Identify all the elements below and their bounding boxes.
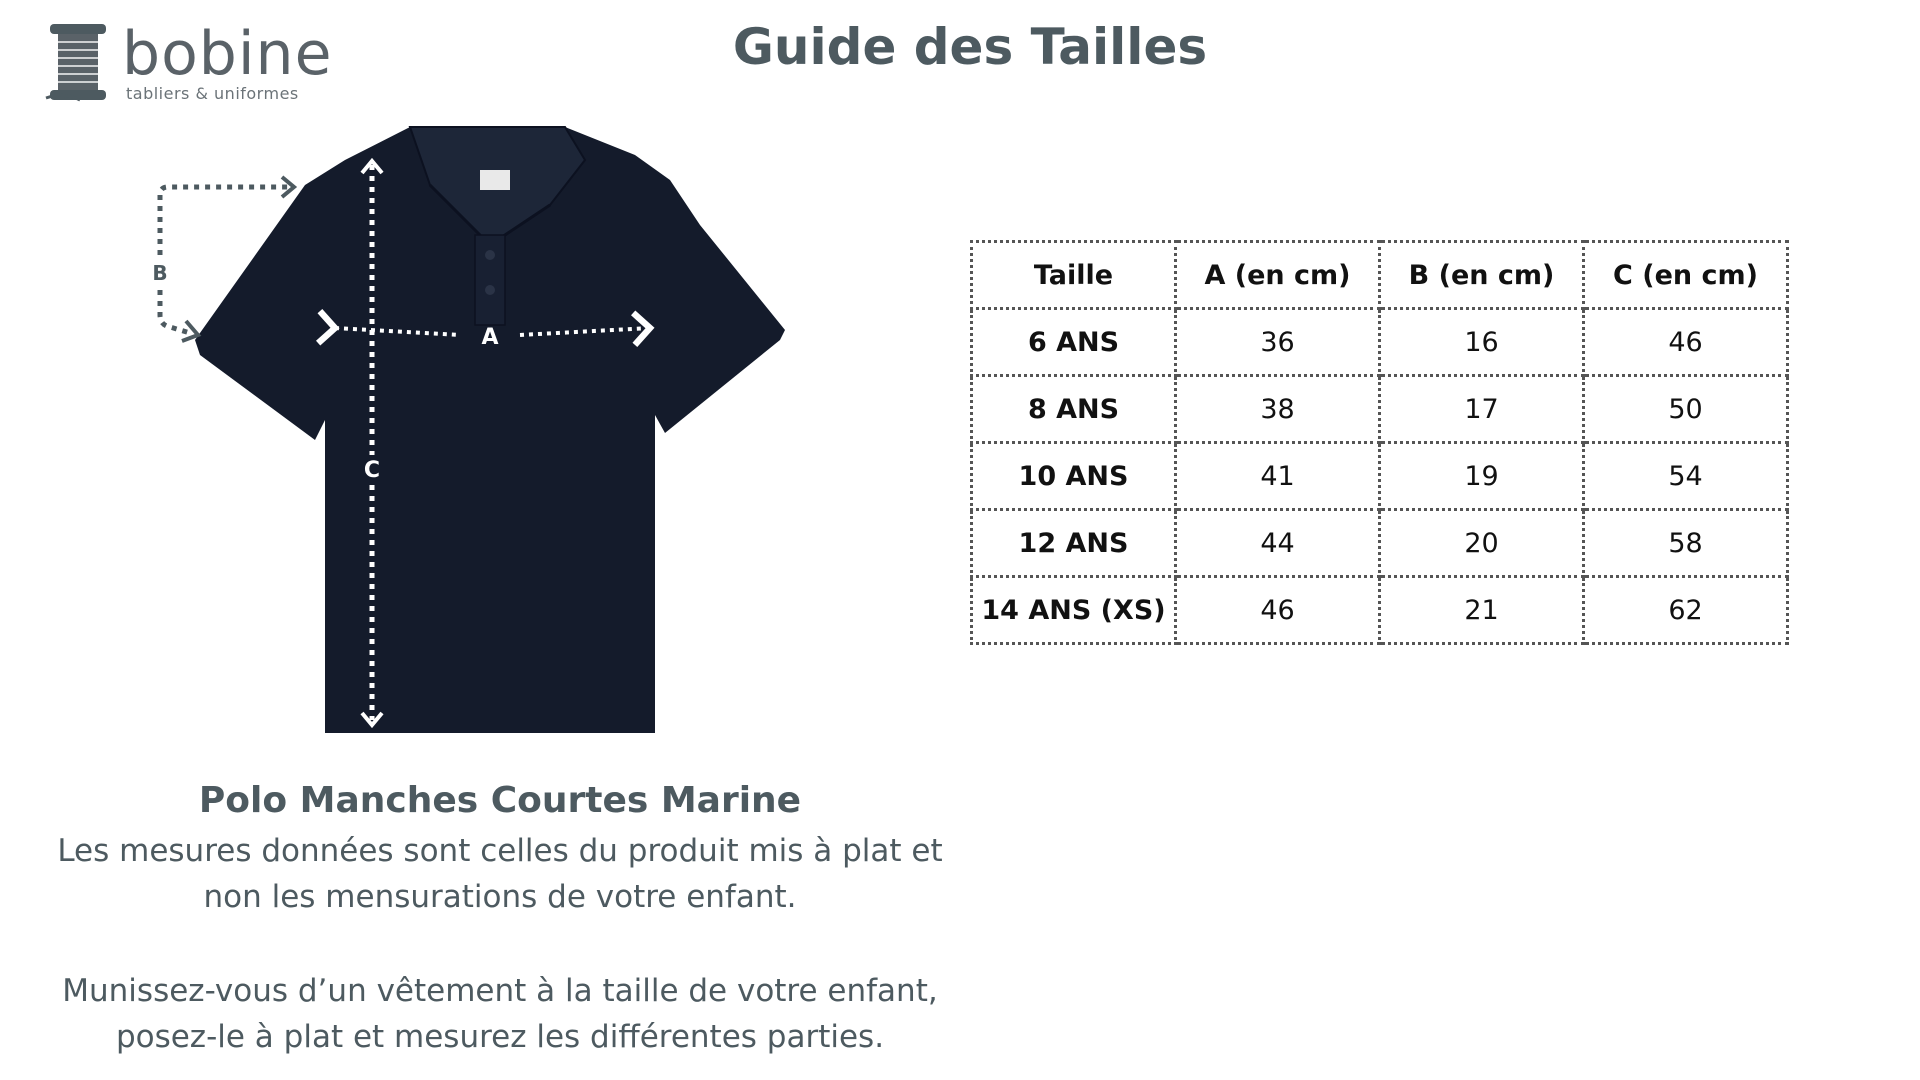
brand-tagline: tabliers & uniformes xyxy=(126,84,299,103)
table-row xyxy=(972,376,1788,443)
cell-size: 12 ANS xyxy=(972,510,1176,577)
note-line: posez-le à plat et mesurez les différentes parties. xyxy=(115,1019,885,1055)
measurement-note xyxy=(0,828,1000,920)
cell-c: 54 xyxy=(1584,443,1788,510)
cell-b: 16 xyxy=(1380,309,1584,376)
polo-size-diagram xyxy=(130,115,810,755)
size-table xyxy=(970,240,1789,645)
cell-a: 46 xyxy=(1176,577,1380,644)
header-size: Taille xyxy=(972,242,1176,309)
header-a: A (en cm) xyxy=(1176,242,1380,309)
measure-label-c: C xyxy=(363,458,381,483)
brand-name: bobine xyxy=(122,19,333,89)
measure-label-a: A xyxy=(481,325,499,350)
header-b: B (en cm) xyxy=(1380,242,1584,309)
cell-b: 21 xyxy=(1380,577,1584,644)
table-header-row xyxy=(972,242,1788,309)
table-row xyxy=(972,510,1788,577)
cell-c: 46 xyxy=(1584,309,1788,376)
note-line: Les mesures données sont celles du produit mis à plat et xyxy=(57,833,943,869)
cell-size: 6 ANS xyxy=(972,309,1176,376)
cell-a: 41 xyxy=(1176,443,1380,510)
measuring-instructions xyxy=(0,968,1000,1060)
cell-b: 20 xyxy=(1380,510,1584,577)
product-name: Polo Manches Courtes Marine xyxy=(198,780,802,821)
cell-b: 17 xyxy=(1380,376,1584,443)
cell-size: 14 ANS (XS) xyxy=(972,577,1176,644)
cell-c: 58 xyxy=(1584,510,1788,577)
note-line: non les mensurations de votre enfant. xyxy=(203,879,797,915)
table-row xyxy=(972,577,1788,644)
cell-a: 44 xyxy=(1176,510,1380,577)
table-row xyxy=(972,443,1788,510)
measure-label-b: B xyxy=(152,261,168,285)
note-line: Munissez-vous d’un vêtement à la taille de votre enfant, xyxy=(62,973,938,1009)
cell-a: 38 xyxy=(1176,376,1380,443)
cell-a: 36 xyxy=(1176,309,1380,376)
table-row xyxy=(972,309,1788,376)
cell-c: 62 xyxy=(1584,577,1788,644)
page-title: Guide des Tailles xyxy=(732,18,1208,76)
cell-size: 10 ANS xyxy=(972,443,1176,510)
header-c: C (en cm) xyxy=(1584,242,1788,309)
cell-size: 8 ANS xyxy=(972,376,1176,443)
cell-b: 19 xyxy=(1380,443,1584,510)
cell-c: 50 xyxy=(1584,376,1788,443)
